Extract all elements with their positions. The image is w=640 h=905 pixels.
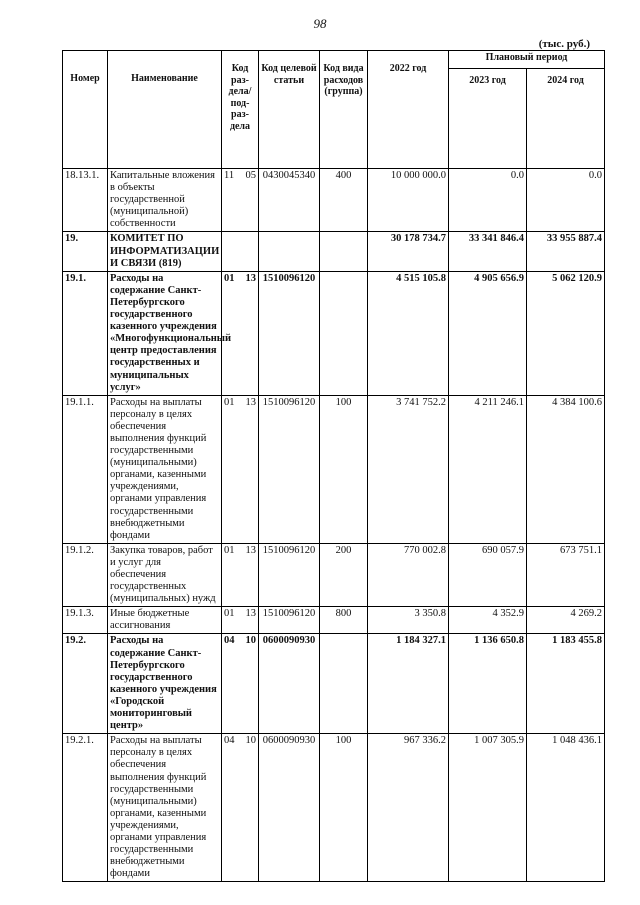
row-2024: 673 751.1 bbox=[527, 543, 605, 606]
row-2023: 0.0 bbox=[449, 169, 527, 232]
row-section: 04 bbox=[224, 735, 235, 747]
row-subsection: 13 bbox=[245, 608, 256, 620]
row-number: 19.2. bbox=[63, 634, 108, 734]
header-expense-type: Код вида расходов (группа) bbox=[320, 51, 368, 169]
row-number: 18.13.1. bbox=[63, 169, 108, 232]
row-target: 0430045340 bbox=[259, 169, 320, 232]
row-name: Расходы на выплаты персоналу в целях обеспечения выполнения функций государственными (муниципальными) органами, казенными учреждениями, органами управления государственными внебюджетными фондами bbox=[108, 734, 222, 882]
table-row bbox=[63, 634, 605, 734]
table-row bbox=[63, 169, 605, 232]
units-label: (тыс. руб.) bbox=[538, 38, 590, 50]
row-name: КОМИТЕТ ПО ИНФОРМАТИЗАЦИИ И СВЯЗИ (819) bbox=[108, 232, 222, 271]
row-name: Расходы на содержание Санкт-Петербургского государственного казенного учреждения «Городской мониторинговый центр» bbox=[108, 634, 222, 734]
row-section: 01 bbox=[224, 272, 235, 284]
row-2023: 4 905 656.9 bbox=[449, 271, 527, 395]
table-row bbox=[63, 607, 605, 634]
row-name: Расходы на содержание Санкт-Петербургского государственного казенного учреждения «Многофункциональный центр предоставления государственных и муниципальных услуг» bbox=[108, 271, 222, 395]
row-2024: 1 048 436.1 bbox=[527, 734, 605, 882]
row-2022: 30 178 734.7 bbox=[368, 232, 449, 271]
row-subsection: 10 bbox=[245, 735, 256, 747]
table-row bbox=[63, 734, 605, 882]
row-number: 19.1.3. bbox=[63, 607, 108, 634]
header-planned-period: Плановый период bbox=[449, 51, 605, 69]
row-section-cell bbox=[222, 734, 259, 882]
row-target: 1510096120 bbox=[259, 395, 320, 543]
row-target: 0600090930 bbox=[259, 734, 320, 882]
row-2023: 1 136 650.8 bbox=[449, 634, 527, 734]
header-name: Наименование bbox=[108, 51, 222, 169]
row-2024: 4 384 100.6 bbox=[527, 395, 605, 543]
row-section-cell bbox=[222, 543, 259, 606]
row-section: 01 bbox=[224, 396, 235, 408]
row-2022: 4 515 105.8 bbox=[368, 271, 449, 395]
row-number: 19.1. bbox=[63, 271, 108, 395]
row-2022: 3 350.8 bbox=[368, 607, 449, 634]
row-target: 1510096120 bbox=[259, 271, 320, 395]
row-section-cell bbox=[222, 169, 259, 232]
table-row bbox=[63, 543, 605, 606]
row-section: 01 bbox=[224, 544, 235, 556]
row-number: 19. bbox=[63, 232, 108, 271]
budget-table bbox=[62, 50, 605, 882]
row-expense-type: 100 bbox=[320, 395, 368, 543]
row-2024: 33 955 887.4 bbox=[527, 232, 605, 271]
header-number: Номер bbox=[63, 51, 108, 169]
row-number: 19.1.2. bbox=[63, 543, 108, 606]
row-expense-type: 800 bbox=[320, 607, 368, 634]
row-subsection: 13 bbox=[245, 544, 256, 556]
header-section: Код раз-дела/ под-раз-дела bbox=[222, 51, 259, 169]
row-subsection: 13 bbox=[245, 272, 256, 284]
row-section: 11 bbox=[224, 170, 235, 181]
row-subsection: 13 bbox=[245, 396, 256, 408]
row-2024: 0.0 bbox=[527, 169, 605, 232]
row-target bbox=[259, 232, 320, 271]
row-section-cell bbox=[222, 607, 259, 634]
row-name: Расходы на выплаты персоналу в целях обеспечения выполнения функций государственными (муниципальными) органами, казенными учреждениями, органами управления государственными внебюджетными фондами bbox=[108, 395, 222, 543]
row-target: 0600090930 bbox=[259, 634, 320, 734]
row-2023: 1 007 305.9 bbox=[449, 734, 527, 882]
row-subsection: 10 bbox=[245, 635, 256, 647]
row-expense-type: 100 bbox=[320, 734, 368, 882]
row-2022: 10 000 000.0 bbox=[368, 169, 449, 232]
row-section-cell bbox=[222, 232, 259, 271]
row-number: 19.1.1. bbox=[63, 395, 108, 543]
row-target: 1510096120 bbox=[259, 607, 320, 634]
row-2022: 1 184 327.1 bbox=[368, 634, 449, 734]
row-2022: 770 002.8 bbox=[368, 543, 449, 606]
row-expense-type: 200 bbox=[320, 543, 368, 606]
row-name: Закупка товаров, работ и услуг для обеспечения государственных (муниципальных) нужд bbox=[108, 543, 222, 606]
row-section: 04 bbox=[224, 635, 235, 647]
table-row bbox=[63, 395, 605, 543]
page-number: 98 bbox=[313, 16, 327, 31]
row-2023: 4 211 246.1 bbox=[449, 395, 527, 543]
row-2022: 3 741 752.2 bbox=[368, 395, 449, 543]
row-section-cell bbox=[222, 395, 259, 543]
row-section: 01 bbox=[224, 608, 235, 620]
row-name: Капитальные вложения в объекты государственной (муниципальной) собственности bbox=[108, 169, 222, 232]
row-expense-type bbox=[320, 232, 368, 271]
row-name: Иные бюджетные ассигнования bbox=[108, 607, 222, 634]
row-2024: 1 183 455.8 bbox=[527, 634, 605, 734]
row-target: 1510096120 bbox=[259, 543, 320, 606]
row-2024: 5 062 120.9 bbox=[527, 271, 605, 395]
row-expense-type: 400 bbox=[320, 169, 368, 232]
row-expense-type bbox=[320, 271, 368, 395]
header-target: Код целевой статьи bbox=[259, 51, 320, 169]
row-number: 19.2.1. bbox=[63, 734, 108, 882]
row-expense-type bbox=[320, 634, 368, 734]
row-subsection: 05 bbox=[245, 170, 256, 181]
table-row bbox=[63, 232, 605, 271]
row-2024: 4 269.2 bbox=[527, 607, 605, 634]
row-2022: 967 336.2 bbox=[368, 734, 449, 882]
table-row bbox=[63, 271, 605, 395]
row-2023: 33 341 846.4 bbox=[449, 232, 527, 271]
row-2023: 690 057.9 bbox=[449, 543, 527, 606]
header-2024: 2024 год bbox=[527, 69, 605, 169]
row-2023: 4 352.9 bbox=[449, 607, 527, 634]
header-2023: 2023 год bbox=[449, 69, 527, 169]
row-section-cell bbox=[222, 634, 259, 734]
header-2022: 2022 год bbox=[368, 51, 449, 169]
